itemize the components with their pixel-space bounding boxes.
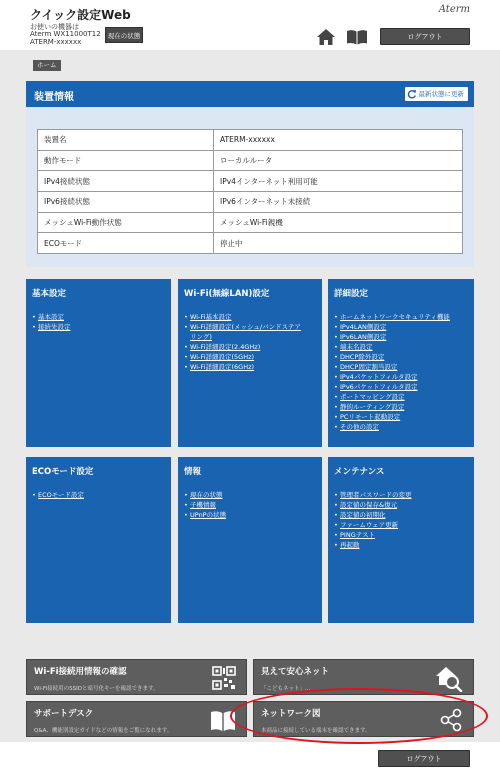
bullet: • <box>334 541 338 549</box>
refresh-label: 最新状態に更新 <box>418 90 464 98</box>
home-icon[interactable] <box>316 28 336 46</box>
info-value: ローカルルータ <box>214 150 463 171</box>
bullet: • <box>334 373 338 381</box>
info-row <box>38 171 463 192</box>
wifi-info-banner[interactable] <box>26 659 247 695</box>
menu-link[interactable]: 現在の状態 <box>190 491 223 499</box>
menu-link[interactable]: Wi-Fi詳細設定(メッシュ/バンドステア <box>190 323 301 331</box>
menu-item[interactable] <box>334 392 450 402</box>
menu-link[interactable]: Wi-Fi詳細設定(5GHz) <box>190 353 255 361</box>
bullet: • <box>334 531 338 539</box>
bullet: • <box>334 491 338 499</box>
menu-item[interactable] <box>334 510 412 520</box>
menu-link[interactable]: 再起動 <box>340 541 360 549</box>
menu-list <box>184 490 226 520</box>
menu-wifi-settings <box>178 279 322 447</box>
menu-item[interactable] <box>184 362 301 372</box>
refresh-button[interactable] <box>405 87 469 101</box>
menu-link[interactable]: Wi-Fi詳細設定(6GHz) <box>190 363 255 371</box>
menu-item[interactable] <box>334 500 412 510</box>
device-info-table <box>37 129 463 254</box>
bullet: • <box>334 501 338 509</box>
menu-link[interactable]: IPv4LAN側設定 <box>340 323 387 331</box>
info-value: IPv4インターネット利用可能 <box>214 171 463 192</box>
info-row <box>38 150 463 171</box>
bullet: • <box>32 491 36 499</box>
bullet: • <box>32 313 36 321</box>
bullet: • <box>184 323 188 331</box>
support-desk-banner[interactable] <box>26 701 247 737</box>
banner-description: 「こどもネット」... <box>261 686 311 692</box>
bullet: • <box>184 353 188 361</box>
banner-title: ネットワーク図 <box>261 709 321 719</box>
menu-title: 情報 <box>184 467 202 477</box>
menu-item[interactable] <box>334 372 450 382</box>
bullet: • <box>334 423 338 431</box>
menu-item[interactable] <box>334 312 450 322</box>
menu-item[interactable] <box>334 322 450 332</box>
menu-item[interactable] <box>334 362 450 372</box>
menu-item[interactable] <box>334 382 450 392</box>
menu-item[interactable] <box>334 332 450 342</box>
banner-title: Wi-Fi接続用情報の確認 <box>34 667 127 677</box>
bullet: • <box>334 413 338 421</box>
menu-link[interactable]: PCリモート起動設定 <box>340 413 401 421</box>
menu-list <box>32 312 71 332</box>
menu-item[interactable] <box>184 500 226 510</box>
app-title: クイック設定Web <box>30 8 131 22</box>
menu-item[interactable] <box>334 352 450 362</box>
menu-title: 基本設定 <box>32 289 67 299</box>
menu-item[interactable] <box>334 490 412 500</box>
bullet: • <box>334 383 338 391</box>
header <box>0 0 500 50</box>
bullet: • <box>334 323 338 331</box>
brand-logo: Aterm <box>438 4 470 15</box>
menu-link[interactable]: 設定値の初期化 <box>340 511 386 519</box>
menu-link[interactable]: DHCP固定割当設定 <box>340 363 398 371</box>
menu-link[interactable]: Wi-Fi詳細設定(2.4GHz) <box>190 343 261 351</box>
menu-info <box>178 457 322 623</box>
info-row <box>38 192 463 213</box>
menu-link[interactable]: 接続先設定 <box>38 323 71 331</box>
current-status-button[interactable]: 現在の状態 <box>105 27 143 43</box>
bullet: • <box>334 353 338 361</box>
menu-link[interactable]: 端末名設定 <box>340 343 373 351</box>
menu-item[interactable] <box>184 332 301 342</box>
bullet: • <box>334 403 338 411</box>
info-value: ATERM-xxxxxx <box>214 130 463 151</box>
bullet: • <box>334 363 338 371</box>
menu-maintenance <box>328 457 474 623</box>
bullet: • <box>184 511 188 519</box>
menu-list <box>334 312 450 432</box>
menu-list <box>184 312 301 372</box>
home-search-icon <box>435 666 463 692</box>
menu-item[interactable] <box>184 510 226 520</box>
banner-description: Wi-Fi接続用のSSIDと暗号化キーを確認できます。 <box>34 686 159 692</box>
menu-list <box>334 490 412 550</box>
menu-item[interactable] <box>184 490 226 500</box>
bullet: • <box>184 363 188 371</box>
menu-link[interactable]: 管理者パスワードの変更 <box>340 491 412 499</box>
menu-link[interactable]: 静的ルーティング設定 <box>340 403 405 411</box>
menu-link[interactable]: ファームウェア更新 <box>340 521 399 529</box>
menu-item[interactable] <box>184 342 301 352</box>
book-icon[interactable] <box>346 29 368 45</box>
bullet: • <box>334 511 338 519</box>
info-row <box>38 130 463 151</box>
info-value: 停止中 <box>214 233 463 254</box>
refresh-icon <box>407 89 417 99</box>
menu-link[interactable]: その他の設定 <box>340 423 379 431</box>
device-name: ATERM-xxxxxx <box>30 38 82 46</box>
menu-title: Wi-Fi(無線LAN)設定 <box>184 289 270 299</box>
device-info-header <box>26 81 474 107</box>
menu-advanced-settings <box>328 279 474 447</box>
menu-item[interactable] <box>334 422 450 432</box>
info-key: IPv6接続状態 <box>38 192 214 213</box>
info-key: ECOモード <box>38 233 214 254</box>
menu-link[interactable]: 設定値の保存&復元 <box>340 501 398 509</box>
menu-item[interactable] <box>334 412 450 422</box>
banner-description: 本商品に接続している端末を確認できます。 <box>261 728 371 734</box>
menu-item[interactable] <box>32 322 71 332</box>
menu-item[interactable] <box>184 312 301 322</box>
bullet: • <box>184 313 188 321</box>
menu-title: メンテナンス <box>334 467 385 477</box>
logout-button[interactable]: ログアウト <box>380 28 470 45</box>
banner-title: サポートデスク <box>34 709 94 719</box>
menu-link[interactable]: リング) <box>190 333 212 341</box>
menu-title: 詳細設定 <box>334 289 369 299</box>
menu-link[interactable]: ポートマッピング設定 <box>340 393 405 401</box>
menu-item[interactable] <box>32 490 84 500</box>
banner-title: 見えて安心ネット <box>261 667 330 677</box>
bullet: • <box>334 313 338 321</box>
menu-item[interactable] <box>334 540 412 550</box>
menu-item[interactable] <box>184 322 301 332</box>
banner-description: Q&A、機能別設定ガイドなどの情報をご覧になれます。 <box>34 728 173 734</box>
bullet: • <box>184 343 188 351</box>
bullet: • <box>32 323 36 331</box>
menu-link[interactable]: ECOモード設定 <box>38 491 85 499</box>
bullet: • <box>334 333 338 341</box>
device-model: Aterm WX11000T12 <box>30 30 101 38</box>
menu-item[interactable] <box>334 530 412 540</box>
bullet: • <box>334 343 338 351</box>
menu-link[interactable]: 子機情報 <box>190 501 216 509</box>
breadcrumb-home[interactable]: ホーム <box>33 60 61 71</box>
device-info-title: 装置情報 <box>34 92 74 103</box>
info-value: メッシュWi-Fi親機 <box>214 212 463 233</box>
menu-link[interactable]: PINGテスト <box>340 531 375 539</box>
bullet: • <box>184 491 188 499</box>
menu-link[interactable]: DHCP除外設定 <box>340 353 385 361</box>
info-row <box>38 233 463 254</box>
info-key: 装置名 <box>38 130 214 151</box>
info-row <box>38 212 463 233</box>
info-key: 動作モード <box>38 150 214 171</box>
bullet: • <box>334 393 338 401</box>
menu-link[interactable]: IPv6LAN側設定 <box>340 333 387 341</box>
menu-list <box>32 490 84 500</box>
menu-link[interactable]: IPv6パケットフィルタ設定 <box>340 383 418 391</box>
menu-link[interactable]: Wi-Fi基本設定 <box>190 313 232 321</box>
menu-link[interactable]: ホームネットワークセキュリティ機能 <box>340 313 450 321</box>
bullet: • <box>184 501 188 509</box>
menu-link[interactable]: IPv4パケットフィルタ設定 <box>340 373 418 381</box>
menu-item[interactable] <box>334 402 450 412</box>
menu-link[interactable]: 基本設定 <box>38 313 64 321</box>
menu-item[interactable] <box>334 520 412 530</box>
menu-eco-settings <box>26 457 171 623</box>
menu-item[interactable] <box>184 352 301 362</box>
bullet: • <box>334 521 338 529</box>
device-label: お使いの機器は <box>30 23 79 31</box>
menu-item[interactable] <box>334 342 450 352</box>
info-key: メッシュWi-Fi動作状態 <box>38 212 214 233</box>
menu-basic-settings <box>26 279 171 447</box>
menu-title: ECOモード設定 <box>32 467 94 477</box>
menu-link[interactable]: UPnPの状態 <box>190 511 227 519</box>
info-value: IPv6インターネット未接続 <box>214 192 463 213</box>
qr-code-icon <box>212 666 236 690</box>
info-key: IPv4接続状態 <box>38 171 214 192</box>
logout-button-bottom[interactable]: ログアウト <box>378 750 470 767</box>
menu-item[interactable] <box>32 312 71 322</box>
highlight-ellipse <box>230 688 488 744</box>
